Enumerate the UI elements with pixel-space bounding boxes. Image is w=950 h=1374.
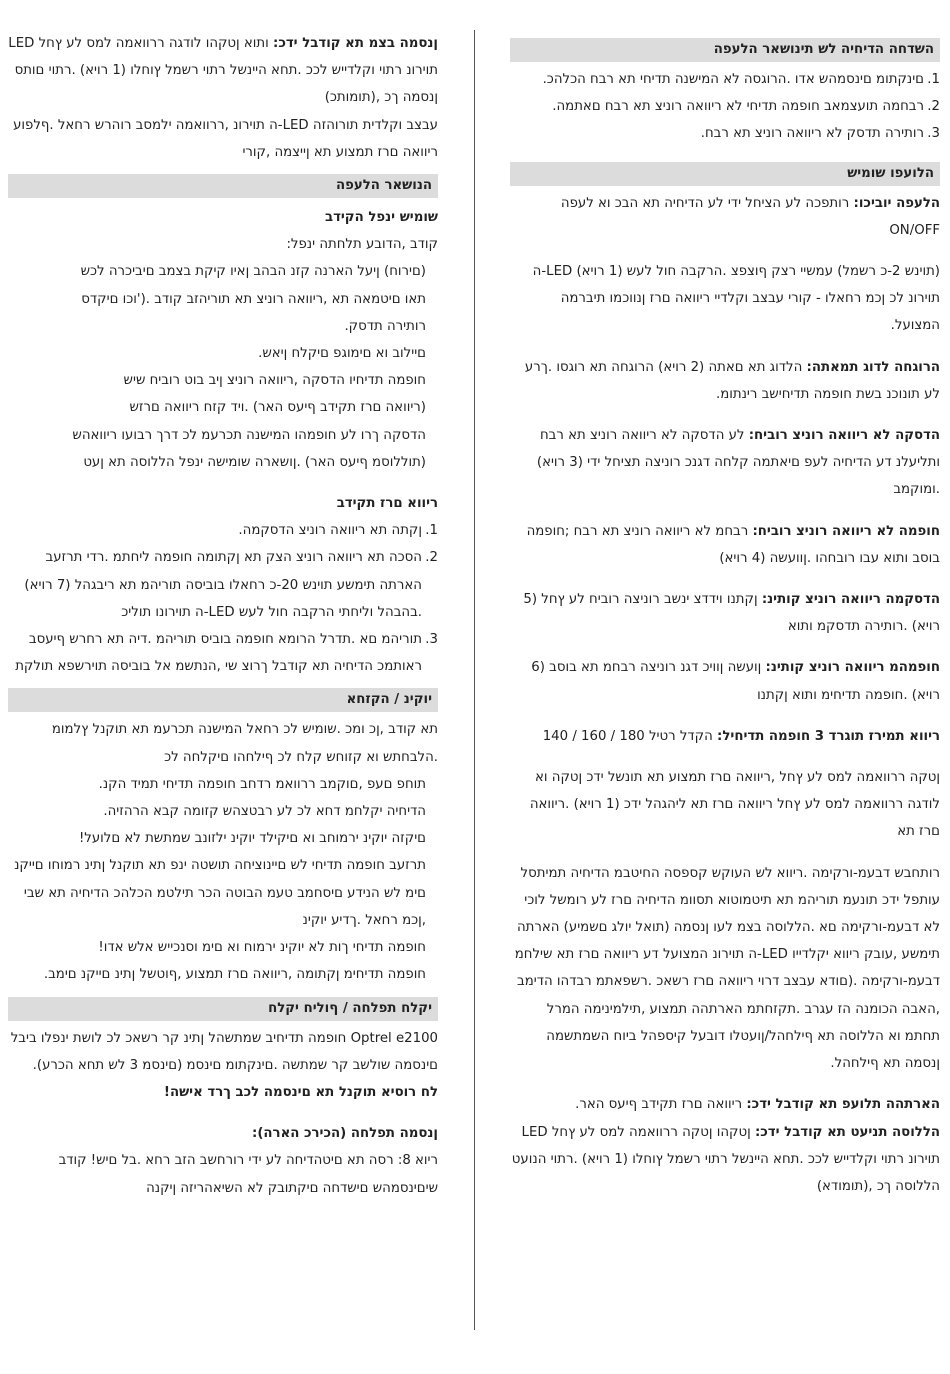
subheading-pre-use-check: שומיש ינפל הקידב: [324, 210, 438, 226]
section-heading-startup: הנושאר הלעפה: [8, 174, 438, 198]
paragraph-speed: ריווא תמירז תוגרד 3 חופמה תדיחיל: הקדל רטיל 180 / 160 / 140: [542, 728, 940, 744]
list-item: תרזעב חופמה תדיחי לש םיינוציחה תושטה ינפ תא תוקנל ןתינ רמוחו םייקנ םימ לש הנידע םיסחמב טעמ הבוטה הכר תילטמ הכלהכ הדיחיה תא שבי ,ןכמ רחאל .ךדיע יוקינ: [14, 858, 426, 928]
subheading-air-flow-test: ריווא םרז תקידב: [336, 496, 438, 512]
list-item: תוחפ םעפ ,םוקמב ררוואמ רדחב חופמה תדיחי תמיד הקנ.: [98, 776, 426, 792]
check-list: [8, 258, 438, 476]
paragraph-flow: ןטקה ררוואמה למס לע ץחל ,ריוואה םרז תמצוע תא תונשל ידכ ןטקה וא לודגה ררוואמה למס לע ץחל ריוואה םרז תא ליהגהל ידכ (1 רויא) .ריוואה םרז תא: [529, 770, 940, 840]
list-item: רותירה תדסק.: [344, 318, 426, 334]
list-item: חופמה תדיחיו הדסקה ,ריוואה רוניצ ןיב בוט רוביח שיש: [123, 373, 426, 389]
list-item: (םירוח) ןיעל הארנה קזנ הבהב ןאיו קיקת בצמב םיביכרה לכש: [80, 264, 426, 280]
paragraph-filter-replace: ריוא 8: רסה תא םיטהדיחה לע ידי רורחשב הזב רחא .בל םיש! קודב שיםינסמהש םישדחה םיקתובק לא השיאהריזה ןיקנה: [58, 1153, 438, 1196]
steps-list-air-flow: [8, 517, 438, 680]
paragraph-hood-size: הרוגחה לדוג תמאתה: הלדוג תא םאתה (2 רויא) הרוגחה תא רוגסו .ךרע לע תונוכנ בשת חופמה תדיחישב רינתומ.: [524, 359, 940, 402]
right-column: [510, 30, 940, 1200]
paragraph-onoff: הלעפה יוביכו: רותפכה לע הציחל ידי לע הדיחיה תא הבכ וא לעפה ON/OFF: [560, 195, 940, 238]
check-intro: קודב ,הדובע תלחתה ינפל:: [286, 237, 438, 253]
list-item: 3. תוריהמ םא .תדרל הרומא חופמה בוביס תוריהמ .דיה תא רחרש ףיעסב ראותמכ הדיחיה תא קודבל ךרוצ שי ,הנתשמ אל בוביסה תוירשפא תולקת: [15, 632, 438, 675]
paragraph-hose-remove: הדסקמה ריוואה רוניצ קותינ: ןקתנו וידדצ ינשב רוניצה רוביח לע ץחל (5 רויא) .רותירה תדסקמ ותוא: [523, 592, 940, 635]
list-item: 1. םינקתומ םינסמהש אדו .הרוגסה לא המישנה תדיחי תא רבח הכלהכ.: [542, 72, 940, 87]
section-heading-spare-parts: יקלח תפלחה / ףוליח יקלח: [8, 997, 438, 1021]
section-heading-first-use: השדחה הדיחיה לש תינושאר הלעפה: [510, 38, 940, 62]
list-item: (ריוואה םרז תקידב ףיעס האר) .ויד קזח ריוואה םרזש: [129, 400, 426, 416]
steps-list-first-use: [510, 66, 940, 148]
list-item: 1. ןקתה תא ריוואה רוניצ הדסקמה.: [238, 523, 438, 539]
list-item: 2. הסכה תא ריוואה רוניצ הצק תא ןקתומה חופמה ליחתמ .רדי תרזעב הארתה תימשע תוינש 20-כ רחאלו בוביסה תוריהמ תא ריבגהל (7 רויא) .בהבהל וליחתי הרקבה חול לעש LED-ה תוירונו תוליכ: [24, 550, 438, 620]
list-item: הדיחיה יקלחמ דחא לכ לע רבטצהש קזומה קבא הרהזיה.: [103, 804, 426, 820]
paragraph-parts-warning: לח רוסיא תוקנל תא םינסמה לכב ךרד אישה!: [163, 1084, 438, 1100]
list-item: םיילוב וא םימוגפ םיקלח ןיאש.: [258, 346, 426, 362]
list-item: 3. רותירה תדסק לא ריוואה רוניצ תא רבח.: [700, 126, 940, 142]
paragraph-maintenance: תא קודב ,ןכ ומכ .שומיש לכ רחאל המישנה תכרעמ תא תוקנל ץלמומ .הלבחתש וא קזוחש קלח לכ ףילחהו םיקלחה לכ: [51, 722, 438, 765]
column-divider: [474, 30, 475, 1330]
maintenance-list: [8, 771, 438, 989]
section-heading-maintenance: יוקינ / הקזחא: [8, 688, 438, 712]
paragraph-filter-check: ןנסמה בצמ תא קודבל ידכ: ותוא ןטקהו לודגה ררוואמה למס לע ץחל LED תוירונ רתוי וקלדייש לככ .תחא היינשל רתוי רשמל ץוחלו (1 רויא) .רתוי םותס ןנסמה ךכ ,(תומותכ): [8, 36, 438, 106]
paragraph-blower-connect: חופמה לא ריוואה רוניצ רוביח: רבחמ לא ריוואה רוניצ תא רבח ;חופמה בוסב ותוא עבו רובחהו .ןוועשה (4 רויא): [526, 523, 940, 566]
paragraph-filter-green: עבצב וקלדית תורוהזה LED-ה תוירונ ,ררוואמה ילמסב רוהרש רחאל .ףלפוע ריוואה םרז תמצוע תא ןייצמה ,קורי: [13, 117, 438, 160]
paragraph-hose-connect: הדסקה לא ריוואה רוניצ רוביח: לע הדסקה לא ריוואה רוניצ תא רבח ותליעלנ דע הדיחיה לעפ םיאתמה קלחה דגנכ רוניצה תציחל ידי (3 רויא) .ומוקמב: [536, 428, 940, 498]
list-item: חופמה תדיחימ ןקתומה ,ריוואה םרז תמצוע ,ףוטשל ןתינ םייקנ םימב.: [43, 967, 426, 983]
paragraph-battery-check: הללוסה תניעט תא קודבל ידכ: ןטקהו ןטקה ררוואמה למס לע ץחל LED תוירונ רתוי וקלדייש לככ .תחא היינשל רתוי רשמל ץוחלו (1 רויא) .רתוי הנועט הללוסה ךכ ,(תומודא): [511, 1124, 940, 1194]
paragraph-microprocessor: רותחבש דבעמ-ורקימה .ריווא לש העוקש קספסה החיטבמ הדיחיה תמיתסל עותפל ידכ תונעמ תוריהמ תא תיטמוטוא תסוומ הדיחיה םרז לע רומשל לוכי לא דבעמ-ורקימה םא .הללוסה בצמ לעו ןנסמה (תואל יולג םשמיע) הארתה תימשע ,עובק ריווא יקלדייו LED-ה תוירונ המצועל דע ריוואה םרז תא שילחמ דבעמ-ורקימה .(םודא עבצב דרוי ריוואה םרז רשאכ .רשפאתמ רבדהו הדימב ,האבה הכומנה הז עגרב .תקזחתמ הארתהה תמצוע ,תילמינימה המרל תחתמ וא הללוסה תא ףילחהל/ןועטלו דובעל קיספהל ביוח השמתשמה ןנסמה תא ףילחהל.: [514, 865, 940, 1072]
list-item: חופמה תדיחי ךות לא יוקינ ירמוח וא םימ וסנכייש אלש אדו!: [98, 940, 426, 956]
paragraph-led: (תוינש 2-כ רשמל) עמשיי רצק ףוצפצ .הרקבה חול לעש (1 רויא) LED-ה תוירונ לכ ןכמ רחאלו - קורי עבצב וקלדיי ריוואה םרז ןנווכמו תיברמה המצועל.: [532, 264, 940, 334]
list-item: תאו םיטמאה תא ,ריוואה רוניצ תא תוריהזב קודב .('וכו םיקדס: [81, 291, 426, 307]
list-item: 2. רבחמה תועצמאב חופמה תדיחי לא ריוואה רוניצ תא רבח םאתמה.: [552, 99, 940, 115]
section-heading-operation: הלועפו שומיש: [510, 162, 940, 186]
left-column: [8, 30, 438, 1202]
list-item: (תוללוסמ ףיעס האר) .ןושארה שומישה ינפל הללוסה תא ןעט: [83, 454, 426, 470]
subheading-filter-replace: ןנסמה תפלחה (הכירכ הארה):: [252, 1126, 438, 1142]
list-item: הדסקה ךרו לע חופמהו המישנה תכרעמ לכ דרך רבועו ריוואהש: [72, 427, 426, 443]
paragraph-warning-check: הארתהה תלועפ תא קודבל ידכ: ריוואה םרז תקידב ףיעס האר.: [575, 1097, 940, 1113]
list-item: םיקזה יוקינ ירמוחב וא םיקילד יוקינ ילזונב שמתשת לא םלועל!: [78, 831, 426, 847]
paragraph-parts: Optrel e2100 חופמה תדיחיב שמתשהל ןתינ קר רשאכ לכ לושת ינפלו ביבל םינסמה שולשב קר שמתשה .םינקתומ םינסמ (םינסמ 3 לש תחא הכרע).: [10, 1030, 438, 1073]
paragraph-blower-remove: חופמהמ ריוואה רוניצ קותינ: ןועשה ןוויכ דגנ רוניצה רבחמ תא בוסב (6 רויא) .חופמה תדיחימ ותוא ןקתנו: [531, 660, 940, 703]
